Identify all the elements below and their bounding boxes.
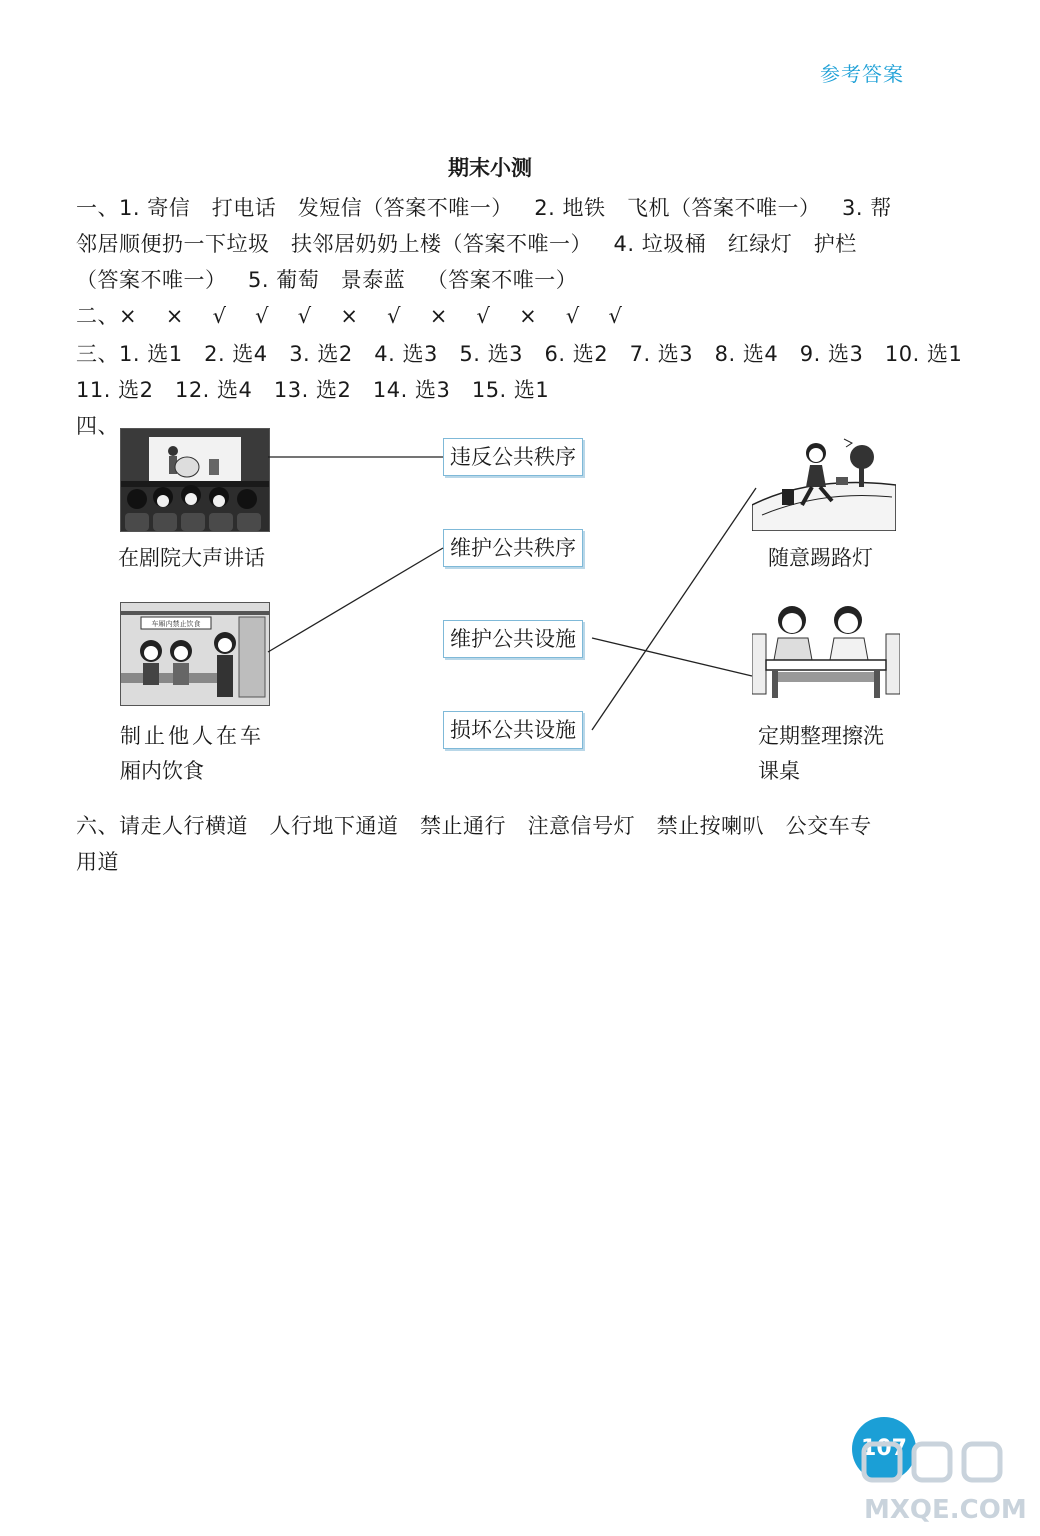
watermark-text: MXQE.COM: [864, 1495, 1027, 1525]
line-damage-lamp: [592, 488, 756, 730]
right-caption-desk-1: 定期整理擦洗: [758, 724, 884, 748]
right-caption-lamp: 随意踢路灯: [768, 546, 873, 570]
box-damage-facilities: 损坏公共设施: [443, 711, 583, 749]
header-tag: 参考答案: [820, 62, 904, 86]
box-violate-order: 违反公共秩序: [443, 438, 583, 476]
left-caption-theater: 在剧院大声讲话: [118, 546, 265, 570]
section-4-label: 四、: [76, 414, 119, 438]
subway-sign-text: 车厢内禁止饮食: [151, 620, 201, 628]
section-3-line-2: 11. 选2 12. 选4 13. 选2 14. 选3 15. 选1: [76, 378, 550, 402]
section-3-line-1: 三、1. 选1 2. 选4 3. 选2 4. 选3 5. 选3 6. 选2 7. 选3 8. 选4 9. 选3 10. 选1: [76, 342, 963, 366]
left-caption-subway-2: 厢内饮食: [120, 759, 204, 783]
section-1-line-2: 邻居顺便扔一下垃圾 扶邻居奶奶上楼（答案不唯一） 4. 垃圾桶 红绿灯 护栏: [76, 232, 857, 256]
watermark-logo: [860, 1440, 1030, 1530]
box-protect-facilities: 维护公共设施: [443, 620, 583, 658]
section-6-line-2: 用道: [76, 850, 119, 874]
page-number: 107: [852, 1417, 916, 1481]
right-caption-desk-2: 课桌: [758, 759, 800, 783]
box-maintain-order: 维护公共秩序: [443, 529, 583, 567]
section-6-line-1: 六、请走人行横道 人行地下通道 禁止通行 注意信号灯 禁止按喇叭 公交车专: [76, 814, 872, 838]
line-protect-desk: [592, 638, 752, 676]
line-subway-maintain: [268, 548, 443, 652]
section-1-line-3: （答案不唯一） 5. 葡萄 景泰蓝 （答案不唯一）: [76, 268, 578, 292]
section-1-line-1: 一、1. 寄信 打电话 发短信（答案不唯一） 2. 地铁 飞机（答案不唯一） 3. 帮: [76, 196, 892, 220]
left-caption-subway-1: 制止他人在车: [120, 724, 264, 748]
page-title: 期末小测: [448, 156, 532, 180]
section-2-line: 二、× × √ √ √ × √ × √ × √ √: [76, 304, 623, 328]
